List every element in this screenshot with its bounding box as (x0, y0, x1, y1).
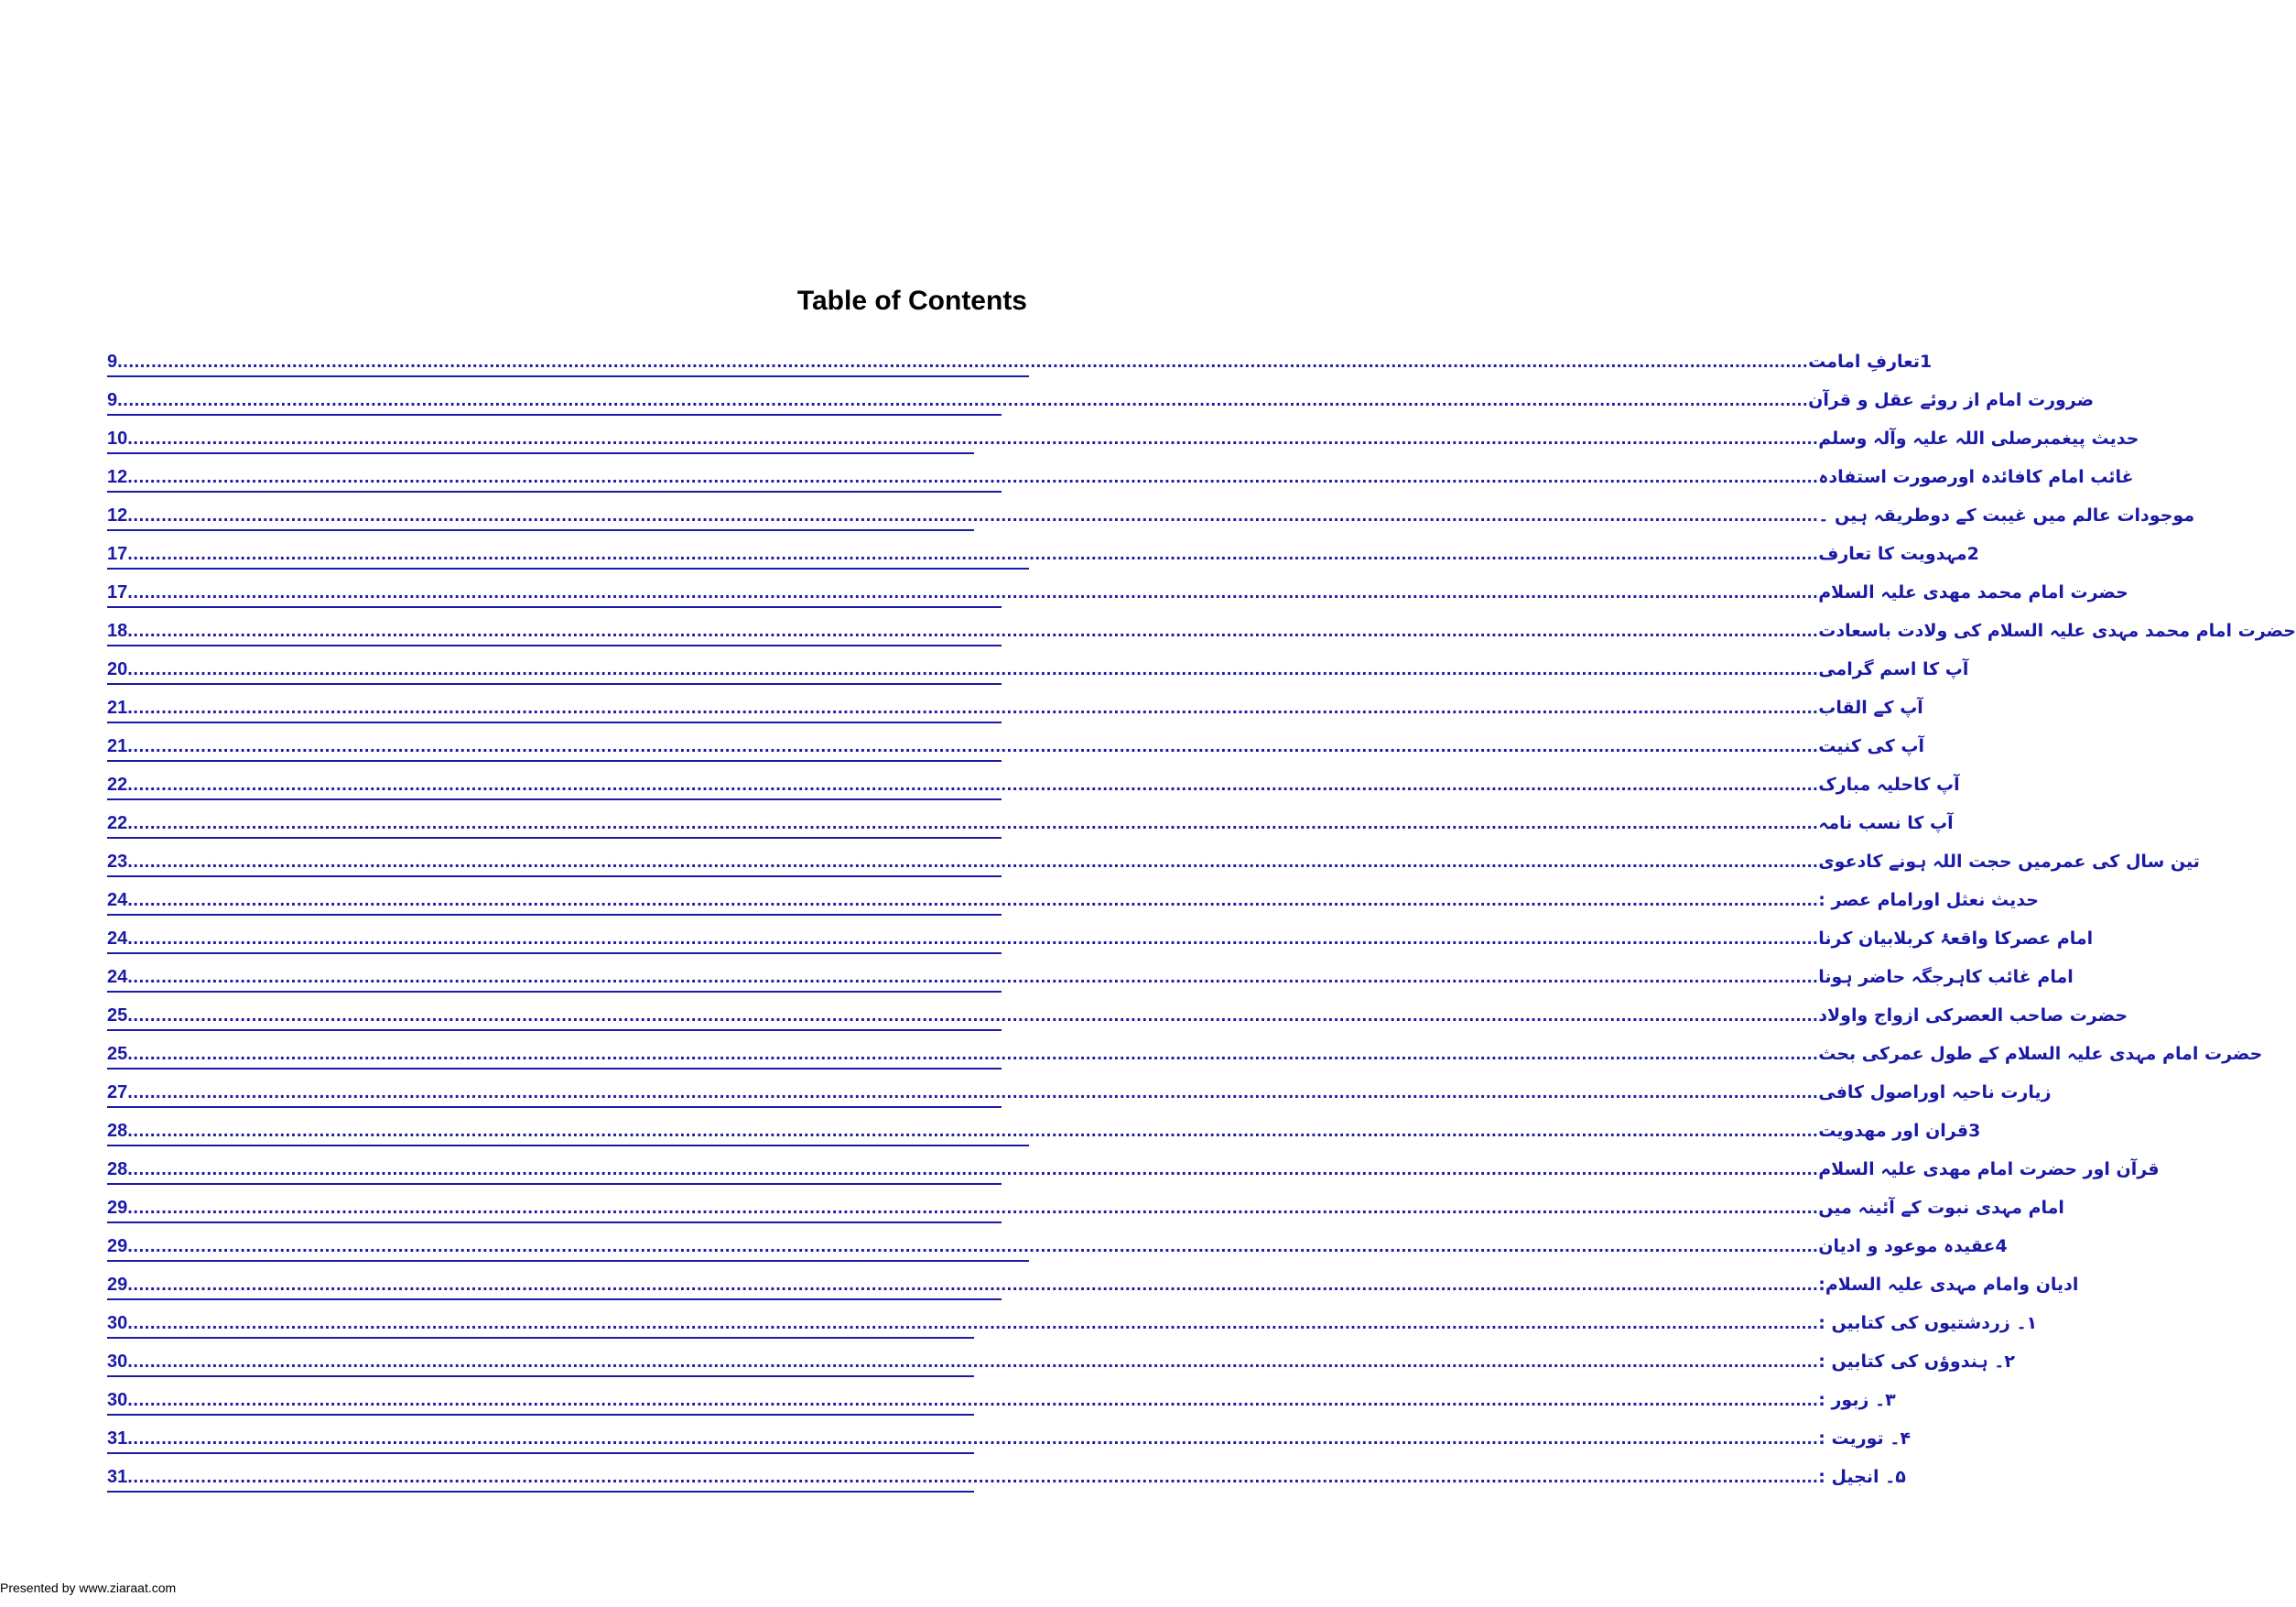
toc-page-number: 25 (107, 1005, 128, 1026)
toc-entry-text: ۳۔ زبور : (1818, 1390, 1896, 1410)
toc-dot-leader: ............................................................................................................................................................................................................................................................................................................ (127, 1121, 1819, 1141)
toc-entry-text: حدیث پیغمبرصلی اللہ علیہ وآلہ وسلم (1818, 429, 2139, 449)
toc-entry-text: ادیان وامام مہدی علیہ السلام: (1818, 1275, 2079, 1295)
toc-entry-text: 4عقیدہ موعود و ادیان (1818, 1236, 2008, 1256)
toc-entry-text: ضرورت امام از روئے عقل و قرآن (1808, 390, 2095, 410)
toc-dot-leader: ............................................................................................................................................................................................................................................................................................................ (127, 1275, 1819, 1295)
toc-page-number: 31 (107, 1467, 128, 1487)
toc-entry-text: 2مہدویت کا تعارف (1818, 544, 1979, 564)
toc-entry-text: زیارت ناحیہ اوراصول کافی (1818, 1082, 2052, 1102)
toc-entry-text: امام غائب کاہرجگہ حاضر ہونا (1818, 967, 2074, 987)
toc-entry-text: موجودات عالم میں غیبت کے دوطریقہ ہیں ۔ (1818, 505, 2195, 526)
toc-dot-leader: ............................................................................................................................................................................................................................................................................................................ (127, 582, 1819, 603)
toc-page-number: 17 (107, 544, 128, 564)
toc-entry[interactable] (107, 687, 1923, 725)
toc-entry[interactable] (107, 418, 2139, 456)
toc-page-number: 21 (107, 736, 128, 756)
toc-entry-text: غائب امام کافائدہ اورصورت استفادہ (1818, 467, 2134, 487)
toc-page-number: 22 (107, 813, 128, 833)
toc-dot-leader: ............................................................................................................................................................................................................................................................................................................ (127, 621, 1819, 641)
toc-page-number: 24 (107, 967, 128, 987)
toc-entry[interactable] (107, 918, 2094, 956)
toc-entry[interactable] (107, 764, 1960, 802)
toc-dot-leader: ............................................................................................................................................................................................................................................................................................................ (127, 1236, 1819, 1256)
toc-page-number: 10 (107, 429, 128, 449)
toc-entry[interactable] (107, 1071, 2052, 1110)
toc-entry[interactable] (107, 456, 2134, 494)
toc-entry[interactable] (107, 1379, 1896, 1417)
toc-entry[interactable] (107, 802, 1954, 841)
toc-entry-text: امام عصرکا واقعۂ کربلابیان کرنا (1818, 928, 2094, 949)
toc-page-number: 27 (107, 1082, 128, 1102)
toc-dot-leader: ............................................................................................................................................................................................................................................................................................................ (127, 659, 1819, 679)
toc-dot-leader: ............................................................................................................................................................................................................................................................................................................ (127, 1005, 1819, 1026)
toc-page-number: 20 (107, 659, 128, 679)
toc-page-number: 30 (107, 1352, 128, 1372)
toc-dot-leader: ............................................................................................................................................................................................................................................................................................................ (127, 928, 1819, 949)
toc-entry-text: آپ کا نسب نامہ (1818, 813, 1954, 833)
toc-entry-text: آپ کاحلیہ مبارک (1818, 775, 1960, 795)
toc-dot-leader: ............................................................................................................................................................................................................................................................................................................ (127, 1390, 1819, 1410)
toc-dot-leader: ............................................................................................................................................................................................................................................................................................................ (127, 890, 1819, 910)
toc-page-number: 30 (107, 1313, 128, 1333)
toc-dot-leader: ............................................................................................................................................................................................................................................................................................................ (117, 390, 1809, 410)
toc-entry[interactable] (107, 571, 2128, 610)
toc-dot-leader: ............................................................................................................................................................................................................................................................................................................ (127, 505, 1819, 526)
toc-page-number: 29 (107, 1236, 128, 1256)
toc-entry[interactable] (107, 1341, 2015, 1379)
toc-entry[interactable] (107, 533, 1979, 571)
toc-entry[interactable] (107, 879, 2039, 918)
toc-entry[interactable] (107, 648, 1969, 687)
toc-entry[interactable] (107, 1302, 2038, 1341)
toc-dot-leader: ............................................................................................................................................................................................................................................................................................................ (127, 698, 1819, 718)
toc-entry[interactable] (107, 379, 2095, 418)
toc-entry[interactable] (107, 994, 2128, 1033)
toc-page-number: 21 (107, 698, 128, 718)
toc-page-number: 9 (107, 390, 118, 410)
toc-entry[interactable] (107, 1456, 1906, 1494)
toc-entry-text: آپ کی کنیت (1818, 736, 1925, 756)
toc-entry[interactable] (107, 1187, 2064, 1225)
toc-page-number: 30 (107, 1390, 128, 1410)
toc-entry[interactable] (107, 725, 1925, 764)
toc-list (107, 341, 2296, 1494)
toc-dot-leader: ............................................................................................................................................................................................................................................................................................................ (127, 429, 1819, 449)
toc-entry[interactable] (107, 1225, 2008, 1264)
toc-dot-leader: ............................................................................................................................................................................................................................................................................................................ (127, 967, 1819, 987)
toc-title: Table of Contents (796, 286, 1027, 316)
toc-entry-text: ۱۔ زردشتیوں کی کتابیں : (1818, 1313, 2038, 1333)
toc-entry-text: تین سال کی عمرمیں حجت اللہ ہونے کادعوی (1818, 852, 2200, 872)
toc-entry[interactable] (107, 956, 2074, 994)
toc-entry-text: حضرت امام محمد مھدی علیہ السلام (1818, 582, 2128, 603)
toc-dot-leader: ............................................................................................................................................................................................................................................................................................................ (127, 1313, 1819, 1333)
toc-entry[interactable] (107, 1110, 1981, 1148)
toc-dot-leader: ............................................................................................................................................................................................................................................................................................................ (127, 1467, 1819, 1487)
toc-entry-text: ۵۔ انجیل : (1818, 1467, 1906, 1487)
toc-entry[interactable] (107, 841, 2200, 879)
toc-dot-leader: ............................................................................................................................................................................................................................................................................................................ (127, 1428, 1819, 1449)
toc-page-number: 28 (107, 1121, 128, 1141)
toc-entry-text: امام مہدی نبوت کے آئینہ میں (1818, 1198, 2064, 1218)
toc-page-number: 17 (107, 582, 128, 603)
toc-entry-text: حضرت امام محمد مہدی علیہ السلام کی ولادت باسعادت (1818, 621, 2296, 641)
toc-dot-leader: ............................................................................................................................................................................................................................................................................................................ (127, 544, 1819, 564)
toc-dot-leader: ............................................................................................................................................................................................................................................................................................................ (127, 1352, 1819, 1372)
toc-page-number: 29 (107, 1198, 128, 1218)
toc-entry[interactable] (107, 1148, 2160, 1187)
toc-entry[interactable] (107, 1264, 2079, 1302)
toc-dot-leader: ............................................................................................................................................................................................................................................................................................................ (117, 352, 1809, 372)
toc-entry-text: حضرت صاحب العصرکی ازواج واولاد (1818, 1005, 2128, 1026)
toc-entry-text: ۲۔ ہندوؤں کی کتابیں : (1818, 1352, 2015, 1372)
toc-page-number: 18 (107, 621, 128, 641)
toc-page-number: 12 (107, 505, 128, 526)
toc-dot-leader: ............................................................................................................................................................................................................................................................................................................ (127, 467, 1819, 487)
toc-entry-text: آپ کے القاب (1818, 698, 1923, 718)
toc-dot-leader: ............................................................................................................................................................................................................................................................................................................ (127, 852, 1819, 872)
toc-dot-leader: ............................................................................................................................................................................................................................................................................................................ (127, 1198, 1819, 1218)
toc-entry-text: 1تعارفِ امامت (1808, 352, 1933, 372)
toc-page-number: 24 (107, 928, 128, 949)
toc-dot-leader: ............................................................................................................................................................................................................................................................................................................ (127, 813, 1819, 833)
footer-credit: Presented by www.ziaraat.com (0, 1580, 177, 1595)
toc-entry-text: حدیث نعثل اورامام عصر : (1818, 890, 2039, 910)
toc-entry[interactable] (107, 610, 2296, 648)
toc-dot-leader: ............................................................................................................................................................................................................................................................................................................ (127, 1082, 1819, 1102)
toc-dot-leader: ............................................................................................................................................................................................................................................................................................................ (127, 1044, 1819, 1064)
toc-page-number: 22 (107, 775, 128, 795)
toc-page-number: 24 (107, 890, 128, 910)
toc-page-number: 28 (107, 1159, 128, 1179)
toc-page-number: 29 (107, 1275, 128, 1295)
toc-page-number: 23 (107, 852, 128, 872)
toc-entry-text: 3قران اور مھدویت (1818, 1121, 1981, 1141)
toc-page-number: 9 (107, 352, 118, 372)
toc-page-number: 25 (107, 1044, 128, 1064)
toc-dot-leader: ............................................................................................................................................................................................................................................................................................................ (127, 736, 1819, 756)
toc-dot-leader: ............................................................................................................................................................................................................................................................................................................ (127, 775, 1819, 795)
toc-entry[interactable] (107, 341, 1933, 379)
toc-entry-text: حضرت امام مہدی علیہ السلام کے طول عمرکی بحث (1818, 1044, 2263, 1064)
toc-page-number: 31 (107, 1428, 128, 1449)
toc-entry-text: ۴۔ توریت : (1818, 1428, 1912, 1449)
toc-page-number: 12 (107, 467, 128, 487)
toc-entry-text: قرآن اور حضرت امام مھدی علیہ السلام (1818, 1159, 2160, 1179)
toc-dot-leader: ............................................................................................................................................................................................................................................................................................................ (127, 1159, 1819, 1179)
toc-entry[interactable] (107, 1417, 1912, 1456)
toc-entry[interactable] (107, 1033, 2263, 1071)
toc-entry-text: آپ کا اسم گرامی (1818, 659, 1969, 679)
toc-entry[interactable] (107, 494, 2195, 533)
